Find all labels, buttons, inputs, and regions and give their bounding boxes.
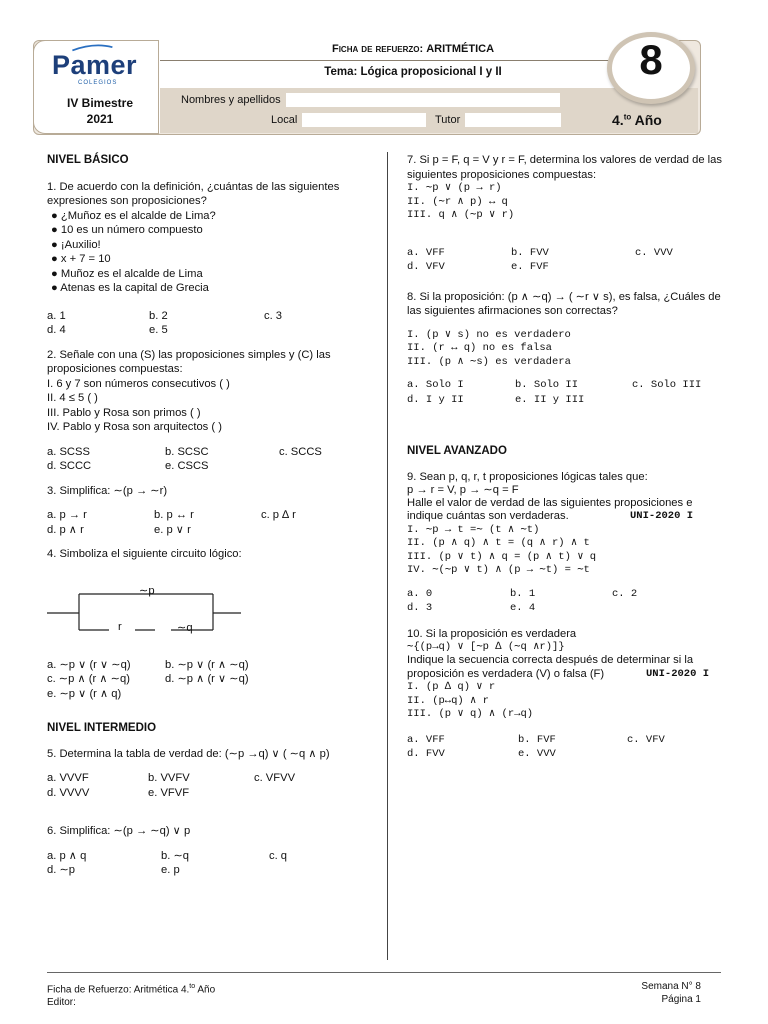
option: b. SCSC <box>165 445 209 458</box>
option: a. VFF <box>407 246 445 259</box>
q9-line: p → r = V, p → ∼q = F <box>407 483 519 496</box>
left-column <box>47 153 377 878</box>
q8-text1: 8. Si la proposición: (p ∧ ∼q) → ( ∼r ∨ s), es falsa, ¿Cuáles de <box>407 290 721 303</box>
list-item: IV. Pablo y Rosa son arquitectos ( ) <box>47 421 222 433</box>
q2-text2: proposiciones compuestas: <box>47 363 183 375</box>
question-10 <box>407 628 727 763</box>
option: c. VFV <box>627 733 665 746</box>
option: c. q <box>269 849 288 862</box>
q10-line: 10. Si la proposición es verdadera <box>407 627 577 640</box>
option: c. 2 <box>612 587 638 600</box>
option: e. CSCS <box>165 460 209 472</box>
option: b. ∼q <box>161 849 190 862</box>
grade-sup: to <box>623 112 632 122</box>
option: a. VVVF <box>47 772 89 784</box>
option: b. ∼p ∨ (r ∧ ∼q) <box>165 658 249 671</box>
column-divider <box>387 152 388 960</box>
list-item: III. q ∧ (∼p ∨ r) <box>407 209 515 221</box>
list-item: II. (∼r ∧ p) ↔ q <box>407 195 508 208</box>
tutor-label: Tutor <box>435 114 461 126</box>
option: d. VFV <box>407 261 445 273</box>
bullet-item: ● ¡Auxilio! <box>51 238 101 251</box>
bullet-item: ● 10 es un número compuesto <box>51 224 203 236</box>
option: e. VVV <box>518 748 556 761</box>
list-item: I. (p ∨ s) no es verdadero <box>407 328 571 341</box>
option: c. VVV <box>635 246 673 259</box>
bimestre-label: IV Bimestre <box>66 96 134 110</box>
option: b. FVV <box>511 246 549 259</box>
option: a. p → r <box>47 509 87 521</box>
option: d. I y II <box>407 393 464 406</box>
ficha-title <box>160 43 666 55</box>
option: c. 3 <box>264 309 283 322</box>
option: b. VVFV <box>148 772 190 784</box>
footer-left <box>47 980 215 1009</box>
option: d. VVVV <box>47 786 90 799</box>
option: a. Solo I <box>407 379 464 391</box>
option: b. 1 <box>510 587 536 600</box>
q7-text2: siguientes proposiciones compuestas: <box>407 168 597 181</box>
list-item: III. (p ∨ q) ∧ (r→q) <box>407 708 534 721</box>
q9-line: 9. Sean p, q, r, t proposiciones lógicas tales que: <box>407 470 648 483</box>
right-column <box>407 153 727 763</box>
option: c. p ∆ r <box>261 509 296 521</box>
q10-line: ∼{(p→q) ∨ [∼p ∆ (∼q ∧r)]} <box>407 640 565 653</box>
question-9 <box>407 471 727 617</box>
nombres-label: Nombres y apellidos <box>181 94 281 106</box>
circuit-label-r: r <box>118 620 122 633</box>
question-1 <box>47 180 377 338</box>
q1-text2: expresiones son proposiciones? <box>47 195 207 207</box>
question-4 <box>47 547 377 701</box>
option: a. SCSS <box>47 445 90 458</box>
list-item: I. ∼p ∨ (p → r) <box>407 182 502 194</box>
option: d. ∼p <box>47 864 76 876</box>
uni-tag: UNI-2020 I <box>630 510 694 523</box>
bullet-item: ● x + 7 = 10 <box>51 253 111 265</box>
header-rule <box>160 60 660 61</box>
option: a. ∼p ∨ (r ∨ ∼q) <box>47 658 131 671</box>
option: d. SCCC <box>47 460 92 472</box>
option: e. 5 <box>149 324 168 336</box>
option: b. Solo II <box>515 379 579 391</box>
option: a. 0 <box>407 587 433 600</box>
option: c. Solo III <box>632 379 702 391</box>
bullet-item: ● ¿Muñoz es el alcalde de Lima? <box>51 209 216 222</box>
footer-week: Semana N° 8 <box>641 981 701 992</box>
footer-right <box>601 980 701 1006</box>
q10-line-tag: proposición es verdadera (V) o falsa (F) UNI-2020 I <box>407 667 710 680</box>
q3-text: 3. Simplifica: ∼(p → ∼r) <box>47 484 168 497</box>
q9-line-tag: indique cuántas son verdaderas. UNI-2020 I <box>407 510 694 523</box>
grade <box>612 112 662 128</box>
option: d. p ∧ r <box>47 523 84 536</box>
option: e. p ∨ r <box>154 523 191 536</box>
option: e. II y III <box>515 393 585 406</box>
footer-editor: Editor: <box>47 997 76 1009</box>
bullet-item: ● Muñoz es el alcalde de Lima <box>51 267 203 280</box>
q2-text1: 2. Señale con una (S) las proposiciones simples y (C) las <box>47 348 331 361</box>
option: e. VFVF <box>148 786 190 799</box>
nivel-basico: NIVEL BÁSICO <box>47 154 129 166</box>
tema: Tema: Lógica proposicional I y II <box>324 66 502 78</box>
list-item: II. (p↔q) ∧ r <box>407 694 489 707</box>
option: e. p <box>161 864 180 876</box>
option: a. 1 <box>47 309 66 322</box>
nombres-field[interactable] <box>286 93 560 107</box>
option: c. ∼p ∧ (r ∧ ∼q) <box>47 673 130 685</box>
tutor-field[interactable] <box>465 113 561 127</box>
q5-text: 5. Determina la tabla de verdad de: (∼p →q) ∨ ( ∼q ∧ p) <box>47 747 330 760</box>
question-7 <box>407 153 727 276</box>
nivel-avanzado: NIVEL AVANZADO <box>407 445 507 457</box>
option: d. ∼p ∧ (r ∨ ∼q) <box>165 673 249 685</box>
option: e. 4 <box>510 602 536 615</box>
question-8 <box>407 290 727 409</box>
footer-page: Página 1 <box>661 994 701 1005</box>
q4-text: 4. Simboliza el siguiente circuito lógico: <box>47 548 242 560</box>
option: a. VFF <box>407 733 445 746</box>
option: e. FVF <box>511 261 549 273</box>
q8-text2: las siguientes afirmaciones son correctas? <box>407 305 618 317</box>
q7-text1: 7. Si p = F, q = V y r = F, determina los valores de verdad de las <box>407 154 722 166</box>
bimestre <box>60 95 140 127</box>
circuit-diagram <box>47 562 377 648</box>
local-label: Local <box>271 114 298 126</box>
question-6 <box>47 824 377 878</box>
option: c. VFVV <box>254 772 296 784</box>
list-item: II. 4 ≤ 5 ( ) <box>47 392 98 404</box>
footer-title: Ficha de Refuerzo: Aritmética 4.$^{to}$ Año <box>47 983 216 996</box>
year: 2021 <box>86 112 114 126</box>
option: c. SCCS <box>279 445 322 458</box>
list-item: III. (p ∨ t) ∧ q = (p ∧ t) ∨ q <box>407 550 597 563</box>
local-field[interactable] <box>302 113 426 127</box>
grade-word: Año <box>631 112 662 128</box>
option: e. ∼p ∨ (r ∧ q) <box>47 687 122 700</box>
circuit-label-p: ∼p <box>139 584 155 597</box>
logo-subtitle: COLEGIOS <box>78 80 118 86</box>
list-item: III. (p ∧ ∼s) es verdadera <box>407 355 571 368</box>
footer-rule <box>47 972 721 973</box>
uni-tag: UNI-2020 I <box>646 667 710 680</box>
bullet-item: ● Atenas es la capital de Grecia <box>51 282 209 294</box>
option: b. p ↔ r <box>154 509 194 521</box>
grade-number: 4. <box>612 112 624 128</box>
option: a. p ∧ q <box>47 849 87 862</box>
question-2 <box>47 348 377 474</box>
list-item: II. (p ∧ q) ∧ t = (q ∧ r) ∧ t <box>407 537 590 550</box>
option: d. FVV <box>407 748 445 761</box>
q6-text: 6. Simplifica: ∼(p → ∼q) ∨ p <box>47 825 191 837</box>
q1-text1: 1. De acuerdo con la definición, ¿cuántas de las siguientes <box>47 180 340 193</box>
option: b. 2 <box>149 309 168 322</box>
q9-line: Halle el valor de verdad de las siguientes proposiciones e <box>407 497 693 510</box>
ficha-subject: ARITMÉTICA <box>426 43 495 55</box>
circuit-label-q: ∼q <box>177 621 193 634</box>
nivel-intermedio: NIVEL INTERMEDIO <box>47 722 157 734</box>
q10-line: Indique la secuencia correcta después de determinar si la <box>407 654 694 667</box>
list-item: II. (r ↔ q) no es falsa <box>407 342 552 354</box>
list-item: III. Pablo y Rosa son primos ( ) <box>47 406 201 419</box>
list-item: IV. ∼(∼p ∨ t) ∧ (p → ∼t) = ∼t <box>407 564 590 577</box>
question-3 <box>47 484 377 538</box>
list-item: I. 6 y 7 son números consecutivos ( ) <box>47 377 230 390</box>
week-number: 8 <box>639 36 663 83</box>
logo: Pamer <box>52 50 138 80</box>
option: d. 4 <box>47 324 66 336</box>
option: b. FVF <box>518 733 556 746</box>
ficha-prefix: Ficha de refuerzo: <box>331 43 427 55</box>
option: d. 3 <box>407 602 433 615</box>
list-item: I. (p ∆ q) ∨ r <box>407 681 496 694</box>
list-item: I. ∼p → t =∼ (t ∧ ∼t) <box>407 523 540 536</box>
question-5 <box>47 747 377 801</box>
